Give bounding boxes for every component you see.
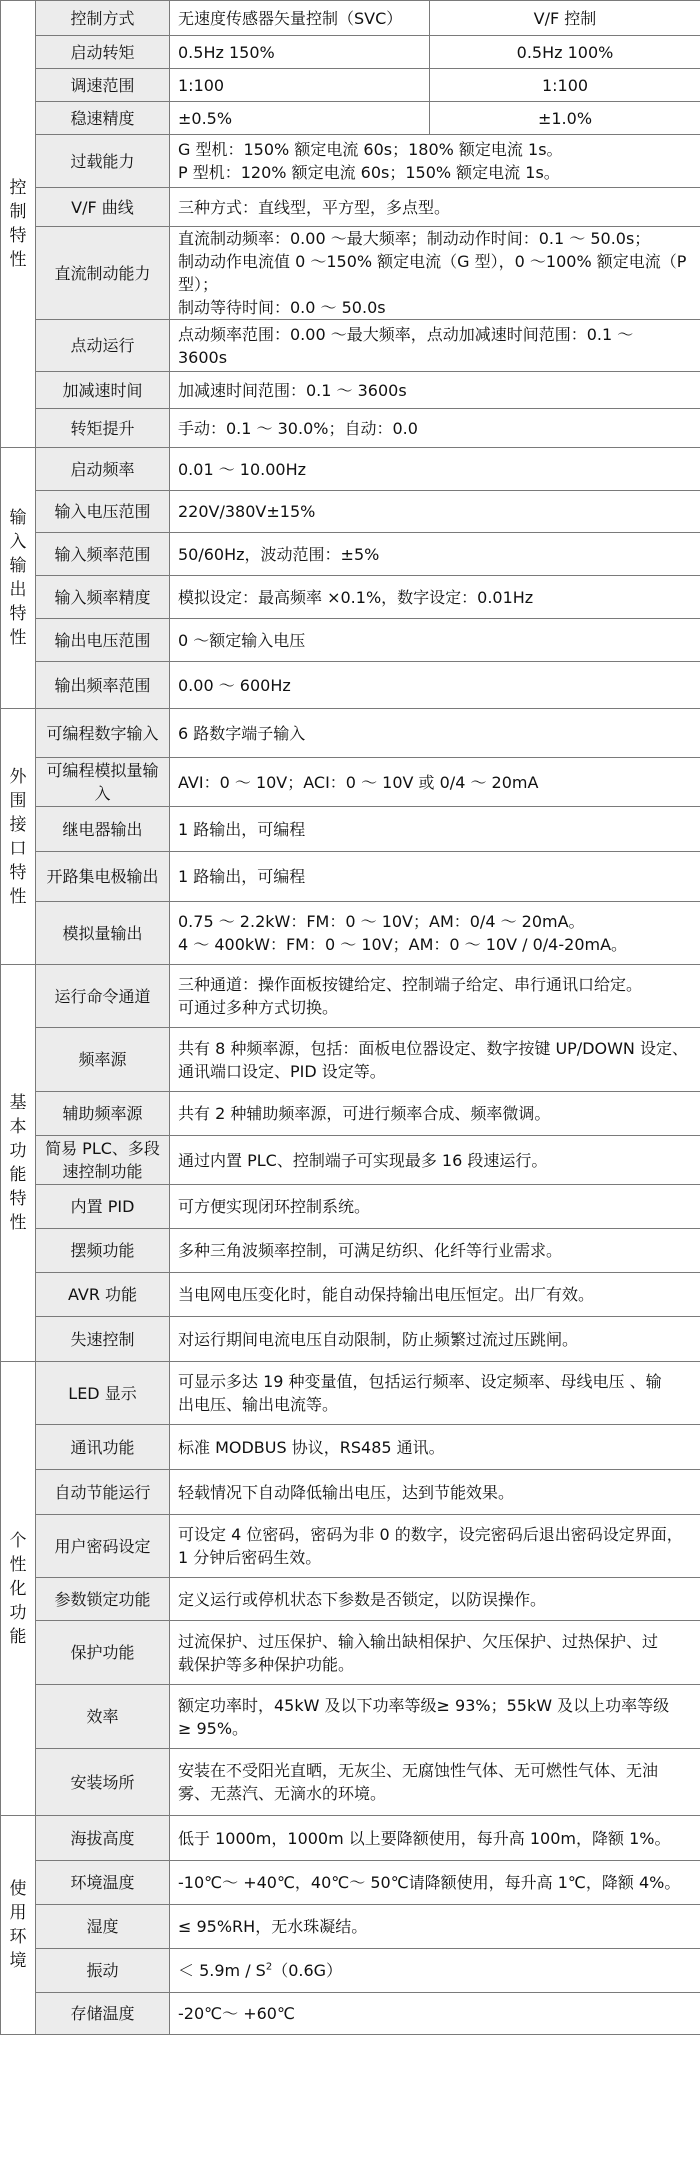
spec-row <box>1 576 700 619</box>
spec-row <box>1 102 700 135</box>
row-value: 0.5Hz 150% <box>170 36 430 69</box>
spec-row <box>1 1949 700 1993</box>
row-value: 0.75 ～ 2.2kW：FM：0 ～ 10V；AM：0/4 ～ 20mA。 4 ～ 400kW：FM：0 ～ 10V；AM：0 ～ 10V / 0/4-20mA。 <box>170 902 700 965</box>
row-label: 调速范围 <box>36 69 170 102</box>
row-value: 共有 8 种频率源，包括：面板电位器设定、数字按键 UP/DOWN 设定、 通讯端口设定、PID 设定等。 <box>170 1028 700 1092</box>
row-value: 安装在不受阳光直晒，无灰尘、无腐蚀性气体、无可燃性气体、无油 雾、无蒸汽、无滴水的环境。 <box>170 1749 700 1816</box>
row-value: 1:100 <box>170 69 430 102</box>
row-label: 自动节能运行 <box>36 1470 170 1515</box>
row-label: LED 显示 <box>36 1362 170 1425</box>
spec-row <box>1 448 700 491</box>
spec-row <box>1 1425 700 1470</box>
spec-row <box>1 758 700 807</box>
row-label: 输出电压范围 <box>36 619 170 662</box>
row-label: 频率源 <box>36 1028 170 1092</box>
row-value: 直流制动频率：0.00 ～最大频率；制动动作时间：0.1 ～ 50.0s； 制动动作电流值 0 ～150% 额定电流（G 型），0 ～100% 额定电流（P 型）； 制动等待时间：0.0 ～ 50.0s <box>170 227 700 320</box>
spec-row <box>1 1317 700 1362</box>
row-value: 额定功率时，45kW 及以下功率等级≥ 93%；55kW 及以上功率等级 ≥ 95%。 <box>170 1685 700 1749</box>
spec-row <box>1 188 700 227</box>
row-value: -10℃～ +40℃，40℃～ 50℃请降额使用，每升高 1℃，降额 4%。 <box>170 1861 700 1905</box>
row-value: 定义运行或停机状态下参数是否锁定，以防误操作。 <box>170 1578 700 1621</box>
row-value: 共有 2 种辅助频率源，可进行频率合成、频率微调。 <box>170 1092 700 1136</box>
row-value: 1 路输出，可编程 <box>170 807 700 852</box>
row-value: 对运行期间电流电压自动限制，防止频繁过流过压跳闸。 <box>170 1317 700 1362</box>
row-value: 当电网电压变化时，能自动保持输出电压恒定。出厂有效。 <box>170 1273 700 1317</box>
spec-row <box>1 1273 700 1317</box>
spec-row <box>1 320 700 372</box>
row-value: ＜ $5.9m / S^2(0.6G)$ <box>170 1949 700 1993</box>
spec-row <box>1 1470 700 1515</box>
spec-row <box>1 619 700 662</box>
section-title: 个性化功能 <box>1 1362 36 1816</box>
row-label: 可编程模拟量输入 <box>36 758 170 807</box>
spec-row <box>1 1816 700 1861</box>
row-label: 简易 PLC、多段速控制功能 <box>36 1136 170 1185</box>
row-value: 220V/380V±15% <box>170 491 700 533</box>
row-value: 1:100 <box>430 69 700 102</box>
row-value: 模拟设定：最高频率 ×0.1%，数字设定：0.01Hz <box>170 576 700 619</box>
section-title: 控制特性 <box>1 1 36 448</box>
row-value: AVI：0 ～ 10V；ACI：0 ～ 10V 或 0/4 ～ 20mA <box>170 758 700 807</box>
spec-row <box>1 69 700 102</box>
spec-row <box>1 965 700 1028</box>
row-label: 通讯功能 <box>36 1425 170 1470</box>
spec-row <box>1 1515 700 1578</box>
row-value: 0.00 ～ 600Hz <box>170 662 700 709</box>
row-label: 辅助频率源 <box>36 1092 170 1136</box>
row-label: 继电器输出 <box>36 807 170 852</box>
row-label: 安装场所 <box>36 1749 170 1816</box>
row-label: 控制方式 <box>36 1 170 36</box>
row-value: 点动频率范围：0.00 ～最大频率，点动加减速时间范围：0.1 ～ 3600s <box>170 320 700 372</box>
spec-row <box>1 1905 700 1949</box>
spec-row <box>1 1092 700 1136</box>
row-label: 稳速精度 <box>36 102 170 135</box>
section-title: 使用环境 <box>1 1816 36 2035</box>
spec-row <box>1 135 700 188</box>
row-label: 参数锁定功能 <box>36 1578 170 1621</box>
row-value: 轻载情况下自动降低输出电压，达到节能效果。 <box>170 1470 700 1515</box>
row-value: ≤ 95%RH，无水珠凝结。 <box>170 1905 700 1949</box>
row-value: 过流保护、过压保护、输入输出缺相保护、欠压保护、过热保护、过 载保护等多种保护功能。 <box>170 1621 700 1685</box>
row-label: V/F 曲线 <box>36 188 170 227</box>
spec-row <box>1 902 700 965</box>
spec-row <box>1 807 700 852</box>
row-label: 可编程数字输入 <box>36 709 170 758</box>
row-label: 过载能力 <box>36 135 170 188</box>
spec-row <box>1 1136 700 1185</box>
row-value: 三种通道：操作面板按键给定、控制端子给定、串行通讯口给定。 可通过多种方式切换。 <box>170 965 700 1028</box>
row-label: 模拟量输出 <box>36 902 170 965</box>
spec-row-control-mode <box>1 1 700 36</box>
spec-row <box>1 709 700 758</box>
spec-row <box>1 491 700 533</box>
row-value: 手动：0.1 ～ 30.0%；自动：0.0 <box>170 409 700 448</box>
spec-row <box>1 227 700 320</box>
row-label: 输入电压范围 <box>36 491 170 533</box>
row-label: 启动频率 <box>36 448 170 491</box>
row-value: ±0.5% <box>170 102 430 135</box>
row-label: 湿度 <box>36 1905 170 1949</box>
row-value: -20℃～ +60℃ <box>170 1993 700 2035</box>
row-value: 50/60Hz，波动范围：±5% <box>170 533 700 576</box>
row-value: 6 路数字端子输入 <box>170 709 700 758</box>
section-title: 外围接口特性 <box>1 709 36 965</box>
row-label: 保护功能 <box>36 1621 170 1685</box>
row-value: 0.5Hz 100% <box>430 36 700 69</box>
spec-row <box>1 409 700 448</box>
row-value: 加减速时间范围：0.1 ～ 3600s <box>170 372 700 409</box>
row-value: 低于 1000m，1000m 以上要降额使用，每升高 100m，降额 1%。 <box>170 1816 700 1861</box>
row-value: ±1.0% <box>430 102 700 135</box>
spec-row <box>1 1685 700 1749</box>
row-label: 运行命令通道 <box>36 965 170 1028</box>
row-value: 1 路输出，可编程 <box>170 852 700 902</box>
row-value: 多种三角波频率控制，可满足纺织、化纤等行业需求。 <box>170 1229 700 1273</box>
spec-row <box>1 1229 700 1273</box>
row-label: 失速控制 <box>36 1317 170 1362</box>
spec-row <box>1 662 700 709</box>
row-value: 三种方式：直线型，平方型，多点型。 <box>170 188 700 227</box>
row-label: 直流制动能力 <box>36 227 170 320</box>
row-label: 存储温度 <box>36 1993 170 2035</box>
row-label: 振动 <box>36 1949 170 1993</box>
spec-row <box>1 36 700 69</box>
row-value: V/F 控制 <box>430 1 700 36</box>
spec-row <box>1 852 700 902</box>
row-label: 效率 <box>36 1685 170 1749</box>
row-value: 标准 MODBUS 协议，RS485 通讯。 <box>170 1425 700 1470</box>
row-value: 可方便实现闭环控制系统。 <box>170 1185 700 1229</box>
row-value: 0.01 ～ 10.00Hz <box>170 448 700 491</box>
row-label: 环境温度 <box>36 1861 170 1905</box>
row-value: 通过内置 PLC、控制端子可实现最多 16 段速运行。 <box>170 1136 700 1185</box>
row-label: 内置 PID <box>36 1185 170 1229</box>
row-label: 点动运行 <box>36 320 170 372</box>
spec-row <box>1 1185 700 1229</box>
row-label: 转矩提升 <box>36 409 170 448</box>
row-value: 无速度传感器矢量控制（SVC） <box>170 1 430 36</box>
row-label: 输入频率范围 <box>36 533 170 576</box>
row-label: 用户密码设定 <box>36 1515 170 1578</box>
section-title: 基本功能特性 <box>1 965 36 1362</box>
row-value: 可显示多达 19 种变量值，包括运行频率、设定频率、母线电压 、输 出电压、输出电流等。 <box>170 1362 700 1425</box>
spec-row <box>1 1621 700 1685</box>
row-value: 0 ～额定输入电压 <box>170 619 700 662</box>
spec-row <box>1 1362 700 1425</box>
spec-row <box>1 372 700 409</box>
row-value: G 型机：150% 额定电流 60s；180% 额定电流 1s。 P 型机：120% 额定电流 60s；150% 额定电流 1s。 <box>170 135 700 188</box>
row-label: 摆频功能 <box>36 1229 170 1273</box>
spec-row <box>1 1993 700 2035</box>
row-label: 开路集电极输出 <box>36 852 170 902</box>
row-label: 加减速时间 <box>36 372 170 409</box>
row-label: 输入频率精度 <box>36 576 170 619</box>
row-value: 可设定 4 位密码，密码为非 0 的数字，设完密码后退出密码设定界面， 1 分钟后密码生效。 <box>170 1515 700 1578</box>
row-label: 启动转矩 <box>36 36 170 69</box>
row-label: AVR 功能 <box>36 1273 170 1317</box>
spec-row <box>1 1028 700 1092</box>
spec-row <box>1 1861 700 1905</box>
row-label: 输出频率范围 <box>36 662 170 709</box>
spec-row <box>1 533 700 576</box>
spec-row <box>1 1578 700 1621</box>
section-title: 输入输出特性 <box>1 448 36 709</box>
row-label: 海拔高度 <box>36 1816 170 1861</box>
spec-row <box>1 1749 700 1816</box>
